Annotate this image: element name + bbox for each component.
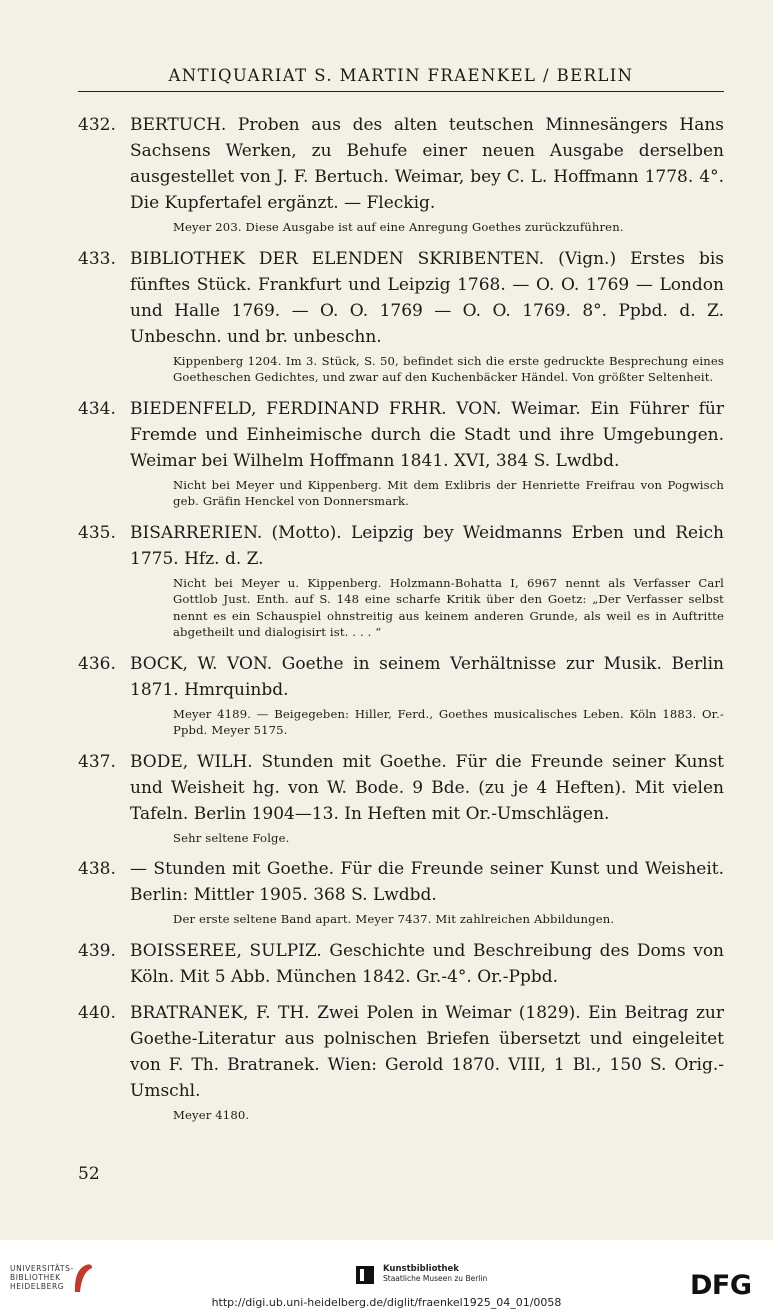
entry-main-text: [78, 396, 724, 474]
digitization-footer: [0, 1240, 773, 1313]
catalog-entry: [78, 520, 724, 641]
entry-description: BODE, WILH. Stunden mit Goethe. Für die Freunde seiner Kunst und Weisheit hg. von W. Bode. 9 Bde. (zu je 4 Heften). Mit vielen Tafeln. Berlin 1904—13. In Heften mit Or.-Umschlägen.: [130, 751, 724, 824]
catalog-entry: [78, 1000, 724, 1124]
entry-main-text: [78, 938, 724, 990]
entry-number: 434.: [78, 398, 116, 419]
entry-description: BRATRANEK, F. TH. Zwei Polen in Weimar (1829). Ein Beitrag zur Goethe-Literatur aus polnischen Briefen übersetzt und eingeleitet von F. Th. Bratranek. Wien: Gerold 1870. VIII, 1 Bl., 150 S. Orig.-Umschl.: [130, 1002, 724, 1101]
entry-note: Kippenberg 1204. Im 3. Stück, S. 50, befindet sich die erste gedruckte Besprechung eines Goetheschen Gedichtes, und zwar auf den Kuchenbäcker Händel. Von größter Seltenheit.: [173, 353, 724, 384]
university-line-1: UNIVERSITÄTS-: [10, 1264, 74, 1273]
entry-main-text: [78, 1000, 724, 1104]
entry-note: Sehr seltene Folge.: [173, 830, 290, 845]
kunstbibliothek-text: [383, 1264, 487, 1284]
university-line-3: HEIDELBERG: [10, 1282, 65, 1291]
entry-description: BERTUCH. Proben aus des alten teutschen Minnesängers Hans Sachsens Werken, zu Behufe einer neuen Ausgabe derselben ausgestellet von J. F. Bertuch. Weimar, bey C. L. Hoffmann 1778. 4°. Die Kupfertafel ergänzt. — Fleckig.: [130, 115, 724, 213]
catalog-entry: [78, 246, 724, 386]
entry-note: Nicht bei Meyer u. Kippenberg. Holzmann-Bohatta I, 6967 nennt als Verfasser Carl Gottlob Just. Enth. auf S. 148 eine scharfe Kritik über den Goetz: „Der Verfasser selbst nennt es ein Schauspiel ohnstreitig aus keinem anderen Grunde, als weil es in Auftritte abgetheilt und dialogisirt ist. . . . “: [173, 575, 724, 639]
entry-note: Nicht bei Meyer und Kippenberg. Mit dem Exlibris der Henriette Freifrau von Pogwisch geb. Gräfin Henckel von Donnersmark.: [173, 477, 724, 508]
catalog-entry: [78, 112, 724, 236]
kunstbibliothek-title: Kunstbibliothek: [383, 1264, 459, 1274]
entry-note: Meyer 203. Diese Ausgabe ist auf eine Anregung Goethes zurückzuführen.: [173, 220, 624, 234]
kunstbibliothek-logo-icon: [354, 1264, 376, 1286]
catalog-entries: [78, 112, 724, 1133]
entry-main-text: [78, 520, 724, 572]
university-library-logo: [10, 1264, 74, 1291]
entry-description: BISARRERIEN. (Motto). Leipzig bey Weidmanns Erben und Reich 1775. Hfz. d. Z.: [130, 522, 724, 569]
entry-main-text: [78, 112, 724, 216]
entry-number: 440.: [78, 1002, 116, 1023]
entry-main-text: [78, 856, 724, 908]
entry-number: 436.: [78, 653, 116, 674]
entry-number: 433.: [78, 248, 116, 269]
running-head: ANTIQUARIAT S. MARTIN FRAENKEL / BERLIN: [168, 66, 634, 85]
entry-main-text: [78, 749, 724, 827]
catalog-entry: [78, 651, 724, 739]
entry-note: Meyer 4180.: [173, 1107, 250, 1122]
entry-description: BOISSEREE, SULPIZ. Geschichte und Beschreibung des Doms von Köln. Mit 5 Abb. München 1842. Gr.-4°. Or.-Ppbd.: [130, 940, 724, 987]
header-rule: [78, 91, 724, 92]
university-crest-icon: [72, 1262, 94, 1296]
dfg-logo: DFG: [690, 1270, 752, 1301]
entry-number: 437.: [78, 751, 116, 772]
entry-number: 438.: [78, 859, 116, 879]
catalog-entry: [78, 938, 724, 990]
entry-description: — Stunden mit Goethe. Für die Freunde seiner Kunst und Weisheit. Berlin: Mittler 1905. 368 S. Lwdbd.: [130, 859, 724, 905]
catalog-entry: [78, 749, 724, 847]
entry-description: BIBLIOTHEK DER ELENDEN SKRIBENTEN. (Vign.) Erstes bis fünftes Stück. Frankfurt und Leipzig 1768. — O. O. 1769 — London und Halle 1769. — O. O. 1769 — O. O. 1769. 8°. Ppbd. d. Z. Unbeschn. und br. unbeschn.: [130, 248, 724, 347]
page-number: 52: [78, 1164, 100, 1184]
catalog-entry: [78, 396, 724, 510]
entry-number: 435.: [78, 522, 116, 543]
entry-note: Meyer 4189. — Beigegeben: Hiller, Ferd., Goethes musicalisches Leben. Köln 1883. Or.-Ppbd. Meyer 5175.: [173, 706, 724, 737]
entry-main-text: [78, 246, 724, 350]
entry-description: BIEDENFELD, FERDINAND FRHR. VON. Weimar. Ein Führer für Fremde und Einheimische durch die Stadt und ihre Umgebungen. Weimar bei Wilhelm Hoffmann 1841. XVI, 384 S. Lwdbd.: [130, 398, 724, 471]
catalog-entry: [78, 856, 724, 928]
entry-description: BOCK, W. VON. Goethe in seinem Verhältnisse zur Musik. Berlin 1871. Hmrquinbd.: [130, 653, 724, 700]
source-url[interactable]: http://digi.ub.uni-heidelberg.de/diglit/fraenkel1925_04_01/0058: [211, 1296, 562, 1309]
entry-note: Der erste seltene Band apart. Meyer 7437. Mit zahlreichen Abbildungen.: [173, 912, 615, 926]
entry-number: 432.: [78, 115, 116, 135]
kunstbibliothek-subtitle: Staatliche Museen zu Berlin: [383, 1274, 488, 1283]
entry-number: 439.: [78, 940, 116, 961]
university-line-2: BIBLIOTHEK: [10, 1273, 61, 1282]
entry-main-text: [78, 651, 724, 703]
